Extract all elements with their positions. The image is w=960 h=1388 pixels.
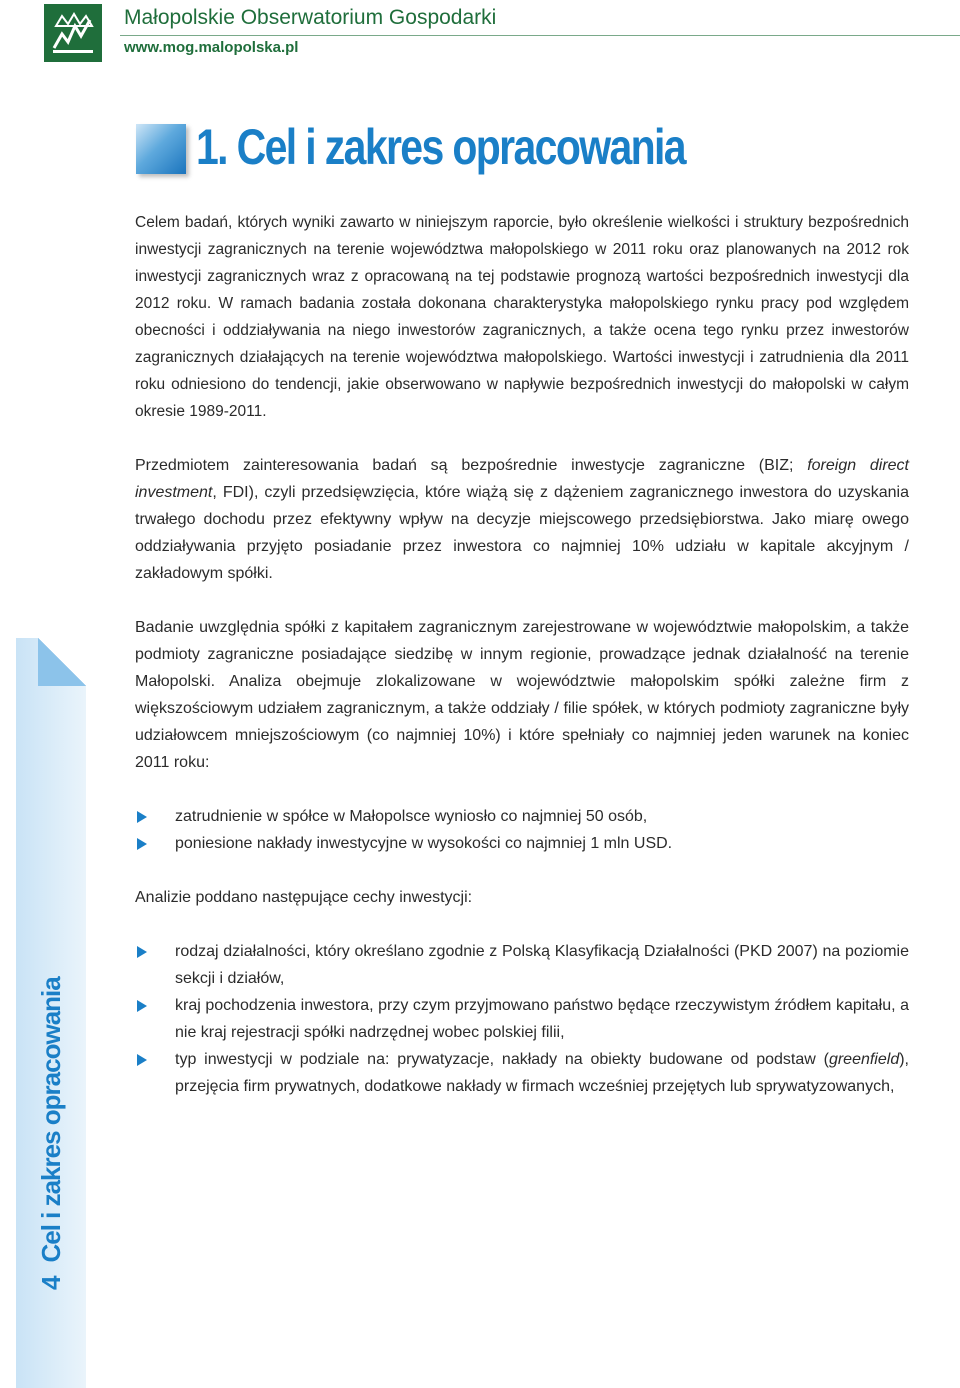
list-item (135, 1046, 909, 1100)
feature-text-1: typ inwestycji w podziale na: prywatyzacje, nakłady na obiekty budowane od podstaw ( (175, 1051, 829, 1068)
page-fold-icon (38, 638, 86, 686)
bullet-triangle-icon (137, 1000, 147, 1012)
side-tab-label (36, 977, 72, 1290)
page-number: 4 (36, 1276, 66, 1290)
bullet-triangle-icon (137, 1054, 147, 1066)
bullet-triangle-icon (137, 946, 147, 958)
crown-chart-icon (48, 8, 98, 58)
org-name: Małopolskie Obserwatorium Gospodarki (124, 6, 497, 29)
side-tab-title: Cel i zakres opracowania (36, 977, 66, 1263)
list-item (135, 830, 909, 857)
feature-text-2: ), przejęcia firm prywatnych, dodatkowe nakłady w firmach wcześniej przejętych lub sprywatyzowanych, (175, 1051, 909, 1095)
paragraph-intro: Celem badań, których wyniki zawarto w niniejszym raporcie, było określenie wielkości i struktury bezpośrednich inwestycji zagranicznych na terenie województwa małopolskiego w 2011 roku oraz planowanych na 2012 rok inwestycji zagranicznych wraz z opracowaną na tej podstawie prognozą wartości bezpośrednich inwestycji dla 2012 roku. W ramach badania została dokonana charakterystyka małopolskiego rynku pracy pod względem obecności i oddziaływania na niego inwestorów zagranicznych, a także ocena tego rynku przez inwestorów zagranicznych działających na terenie województwa małopolskiego. Wartości inwestycji i zatrudnienia dla 2011 roku odniesiono do tendencji, jakie obserwowano w napływie bezpośrednich inwestycji do małopolski w całym okresie 1989-2011. (135, 214, 909, 420)
paragraph-scope: Badanie uwzględnia spółki z kapitałem zagranicznym zarejestrowane w województwie małopolskim, a także podmioty zagraniczne posiadające siedzibę w innym regionie, prowadzące jednak działalność na terenie Małopolski. Analiza obejmuje zlokalizowane w województwie małopolskim spółki zależne firm z większościowym udziałem zagranicznym, a także oddziały / filie spółek, w których podmioty zagraniczne były udziałowcem mniejszościowym (co najmniej 10%) i które spełniały co najmniej jeden warunek na koniec 2011 roku: (135, 619, 909, 771)
list-item (135, 803, 909, 830)
conditions-list (135, 803, 909, 857)
main-content (135, 209, 909, 1100)
title-square-icon (136, 124, 186, 174)
list-item (135, 938, 909, 992)
list-item (135, 992, 909, 1046)
paragraph-subject (135, 452, 909, 587)
paragraph-subject-text-1: Przedmiotem zainteresowania badań są bezpośrednie inwestycje zagraniczne (BIZ; (135, 457, 808, 474)
paragraph-features: Analizie poddano następujące cechy inwestycji: (135, 889, 473, 906)
org-url[interactable]: www.mog.malopolska.pl (124, 39, 299, 56)
feature-text: kraj pochodzenia inwestora, przy czym przyjmowano państwo będące rzeczywistym źródłem kapitału, a nie kraj rejestracji spółki nadrzędnej wobec polskiej filii, (175, 997, 909, 1041)
header-divider (120, 35, 960, 36)
page-title: 1. Cel i zakres opracowania (196, 119, 685, 175)
paragraph-subject-text-2: , FDI), czyli przedsięwzięcia, które wiążą się z dążeniem zagranicznego inwestora do uzyskania trwałego dochodu przez efektywny wpływ na decyzje miejscowego przedsiębiorstwa. Jako miarę owego oddziaływania przyjęto posiadanie przez inwestora co najmniej 10% udziału w kapitale akcyjnym / zakładowym spółki. (135, 484, 909, 582)
feature-text: rodzaj działalności, który określano zgodnie z Polską Klasyfikacją Działalności (PKD 2007) na poziomie sekcji i działów, (175, 943, 909, 987)
feature-em: greenfield (828, 1051, 900, 1068)
condition-text: poniesione nakłady inwestycyjne w wysokości co najmniej 1 mln USD. (175, 835, 673, 852)
bullet-triangle-icon (137, 838, 147, 850)
paragraph-subject-em: foreign direct investment (135, 457, 909, 501)
logo (44, 4, 102, 62)
bullet-triangle-icon (137, 811, 147, 823)
condition-text: zatrudnienie w spółce w Małopolsce wyniosło co najmniej 50 osób, (175, 808, 648, 825)
features-list (135, 938, 909, 1100)
